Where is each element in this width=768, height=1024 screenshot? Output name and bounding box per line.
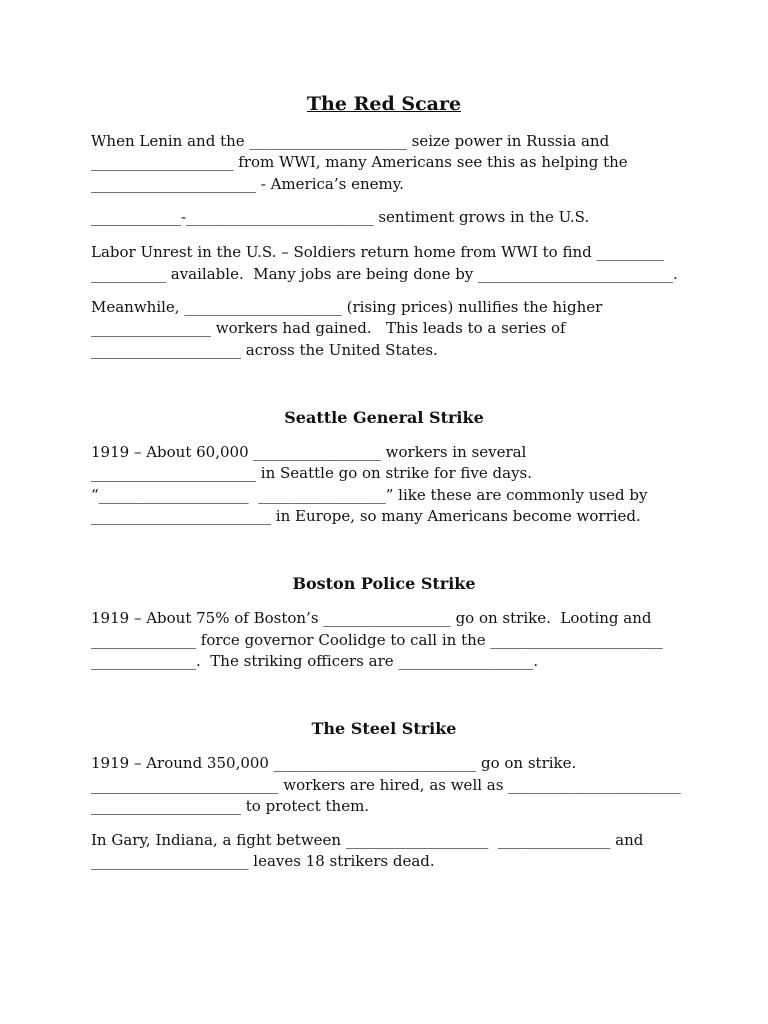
meanwhile-line-1: Meanwhile, _____________________ (rising prices) nullifies the higher xyxy=(91,298,603,316)
labor-line-2: __________ available. Many jobs are being done by __________________________. xyxy=(91,265,678,283)
sentiment-line: ____________-_________________________ sentiment grows in the U.S. xyxy=(91,208,590,226)
boston-heading: Boston Police Strike xyxy=(292,574,476,593)
meanwhile-line-3: ____________________ across the United States. xyxy=(91,341,438,359)
meanwhile-line-2: ________________ workers had gained. This leads to a series of xyxy=(91,319,566,337)
labor-line-1: Labor Unrest in the U.S. – Soldiers return home from WWI to find _________ xyxy=(91,243,665,261)
steel-heading: The Steel Strike xyxy=(311,719,457,738)
boston-line-3: ______________. The striking officers are __________________. xyxy=(91,652,539,670)
intro-line-1: When Lenin and the _____________________ seize power in Russia and xyxy=(91,132,610,150)
intro-line-3: ______________________ - America’s enemy. xyxy=(91,175,404,193)
seattle-line-4: ________________________ in Europe, so many Americans become worried. xyxy=(91,507,641,525)
seattle-line-1: 1919 – About 60,000 _________________ workers in several xyxy=(91,443,527,461)
boston-line-2: ______________ force governor Coolidge to call in the _______________________ xyxy=(91,631,663,649)
page-title: The Red Scare xyxy=(306,93,462,115)
intro-line-2: ___________________ from WWI, many Americans see this as helping the xyxy=(91,153,628,171)
seattle-line-3: “____________________ _________________” like these are commonly used by xyxy=(91,486,648,504)
steel-line-3: ____________________ to protect them. xyxy=(91,797,370,815)
gary-line-2: _____________________ leaves 18 strikers dead. xyxy=(91,852,435,870)
steel-line-2: _________________________ workers are hired, as well as _______________________ xyxy=(91,776,681,794)
seattle-heading: Seattle General Strike xyxy=(284,408,484,427)
steel-line-1: 1919 – Around 350,000 ___________________________ go on strike. xyxy=(91,754,577,772)
seattle-line-2: ______________________ in Seattle go on strike for five days. xyxy=(91,464,533,482)
gary-line-1: In Gary, Indiana, a fight between ___________________ _______________ and xyxy=(91,831,644,849)
boston-line-1: 1919 – About 75% of Boston’s _________________ go on strike. Looting and xyxy=(91,609,652,627)
